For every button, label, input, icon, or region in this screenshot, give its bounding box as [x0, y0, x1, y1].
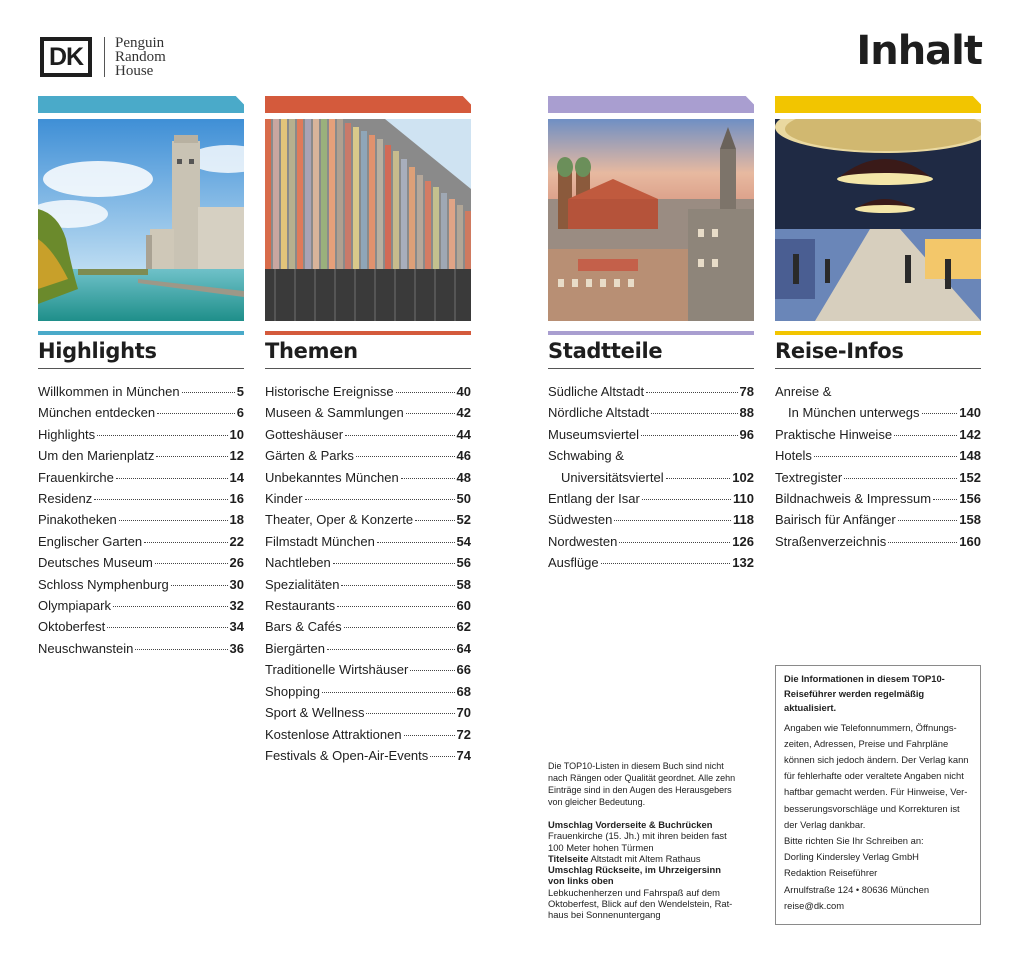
toc-entry[interactable]	[265, 467, 471, 488]
credit-label: Titelseite	[548, 852, 589, 864]
leader-dots	[619, 542, 730, 543]
toc-entry-title: Frauenkirche	[38, 469, 114, 485]
credit-label: von links oben	[548, 875, 614, 887]
toc-entry[interactable]	[38, 467, 244, 488]
leader-dots	[404, 735, 455, 736]
toc-entry-title-cont: In München unterwegs	[788, 405, 920, 421]
toc-entry-page: 78	[739, 384, 754, 399]
credit-text: Altstadt mit Altem Rathaus	[588, 852, 701, 864]
section-themen	[265, 96, 471, 766]
toc-entry[interactable]	[38, 552, 244, 573]
section-rule	[548, 331, 754, 335]
toc-entry[interactable]	[265, 445, 471, 466]
leader-dots	[341, 585, 454, 586]
toc-entry[interactable]	[265, 745, 471, 766]
section-rule	[265, 331, 471, 335]
leader-dots	[396, 392, 455, 393]
toc-entry-page: 156	[959, 491, 981, 507]
toc-entry-title: Oktoberfest	[38, 619, 106, 635]
toc-entry[interactable]	[38, 638, 244, 659]
toc-entry-title: Unbekanntes München	[265, 469, 399, 485]
section-title: Themen	[265, 339, 471, 369]
info-line: haftbar gemacht werden. Für Hinweise, Ver-	[784, 786, 968, 798]
note-line: von gleicher Bedeutung.	[548, 797, 646, 807]
toc-entry-title: Südwesten	[548, 512, 613, 528]
leader-dots	[642, 499, 731, 500]
toc-entry[interactable]	[775, 509, 981, 530]
toc-entry-title: Schloss Nymphenburg	[38, 576, 169, 592]
toc-entry[interactable]	[38, 574, 244, 595]
toc-entry-title: Museumsviertel	[548, 426, 640, 442]
section-stadtteile	[548, 96, 754, 574]
publisher-line-1: Penguin	[115, 35, 165, 51]
toc-entry-page: 42	[456, 405, 471, 421]
toc-entry[interactable]	[265, 616, 471, 637]
top10-note-text	[548, 760, 748, 808]
leader-dots	[156, 456, 227, 457]
publisher-line-3: House	[115, 63, 154, 79]
toc-list	[775, 381, 981, 552]
toc-entry-page: 66	[456, 662, 471, 678]
info-line: Redaktion Reiseführer	[784, 867, 878, 879]
toc-entry[interactable]	[265, 681, 471, 702]
update-info-box	[775, 665, 981, 925]
toc-entry[interactable]	[548, 424, 754, 445]
toc-list	[265, 381, 471, 766]
photo-museum-brandhorst	[265, 119, 471, 321]
toc-entry-page: 126	[732, 533, 754, 549]
toc-entry-page: 18	[229, 512, 244, 528]
publisher-name	[115, 36, 166, 78]
toc-entry[interactable]	[775, 381, 981, 424]
toc-entry-title: Bars & Cafés	[265, 619, 342, 635]
toc-entry-page: 72	[456, 726, 471, 742]
toc-entry[interactable]	[38, 509, 244, 530]
toc-entry-title: Historische Ereignisse	[265, 384, 394, 399]
toc-entry-page: 56	[456, 555, 471, 571]
leader-dots	[814, 456, 957, 457]
toc-entry-page: 152	[959, 469, 981, 485]
toc-entry-page: 5	[236, 384, 244, 399]
leader-dots	[337, 606, 454, 607]
leader-dots	[844, 478, 957, 479]
toc-entry-page: 40	[456, 384, 471, 399]
credit-text: Oktoberfest, Blick auf den Wendelstein, Rat-	[548, 898, 733, 910]
toc-entry-title: Restaurants	[265, 598, 336, 614]
toc-entry-title: Anreise &	[775, 384, 832, 399]
toc-entry-page: 118	[733, 512, 754, 528]
credit-text: 100 Meter hohen Türmen	[548, 841, 654, 853]
info-lead-line: Reiseführer werden regelmäßig	[784, 687, 925, 699]
toc-entry[interactable]	[265, 509, 471, 530]
toc-entry-title: München entdecken	[38, 405, 156, 421]
section-title: Highlights	[38, 339, 244, 369]
leader-dots	[898, 520, 958, 521]
info-line: Angaben wie Telefonnummern, Öffnungs-	[784, 721, 957, 733]
info-line: der Verlag dankbar.	[784, 818, 866, 830]
toc-entry[interactable]	[548, 488, 754, 509]
toc-entry[interactable]	[265, 702, 471, 723]
info-line: Bitte richten Sie Ihr Schreiben an:	[784, 834, 924, 846]
section-tab	[548, 96, 754, 113]
toc-entry[interactable]	[775, 488, 981, 509]
leader-dots	[182, 392, 235, 393]
toc-entry[interactable]	[548, 509, 754, 530]
info-lead-line: aktualisiert.	[784, 702, 837, 713]
photo-illustration	[775, 119, 981, 321]
toc-entry-title: Gärten & Parks	[265, 448, 354, 464]
toc-entry-title: Museen & Sammlungen	[265, 405, 404, 421]
leader-dots	[333, 563, 455, 564]
page-title: Inhalt	[856, 28, 982, 74]
photo-illustration	[38, 119, 244, 321]
photo-illustration	[265, 119, 471, 321]
toc-entry[interactable]	[548, 402, 754, 423]
toc-entry-title: Willkommen in München	[38, 384, 180, 399]
toc-entry-title: Deutsches Museum	[38, 555, 153, 571]
toc-entry-page: 48	[456, 469, 471, 485]
credit-text: haus bei Sonnenuntergang	[548, 909, 661, 921]
toc-entry-page: 142	[959, 426, 981, 442]
toc-entry[interactable]	[265, 381, 471, 402]
toc-entry-title: Nordwesten	[548, 533, 618, 549]
leader-dots	[345, 435, 454, 436]
info-line: Arnulfstraße 124 • 80636 München	[784, 883, 930, 895]
info-line: zeiten, Adressen, Preise und Fahrpläne	[784, 737, 949, 749]
info-line: können sich jedoch ändern. Der Verlag kann	[784, 753, 969, 765]
leader-dots	[94, 499, 227, 500]
toc-entry-page: 58	[456, 576, 471, 592]
note-line: Einträge sind in den Augen des Herausgebers	[548, 785, 732, 795]
toc-entry-page: 54	[456, 533, 471, 549]
section-tab	[775, 96, 981, 113]
toc-entry-title: Theater, Oper & Konzerte	[265, 512, 414, 528]
leader-dots	[155, 563, 228, 564]
toc-entry-page: 140	[959, 405, 981, 421]
toc-entry-page: 60	[456, 598, 471, 614]
toc-entry-title: Südliche Altstadt	[548, 384, 645, 399]
toc-entry[interactable]	[775, 531, 981, 552]
publisher-logo	[40, 36, 166, 78]
section-tab	[265, 96, 471, 113]
toc-entry-page: 96	[739, 426, 754, 442]
leader-dots	[377, 542, 455, 543]
info-line: für fehlerhafte oder veraltete Angaben nicht	[784, 770, 964, 782]
toc-entry-title: Sport & Wellness	[265, 705, 365, 721]
leader-dots	[107, 627, 227, 628]
toc-entry[interactable]	[265, 574, 471, 595]
toc-entry-title: Textregister	[775, 469, 843, 485]
toc-entry[interactable]	[265, 552, 471, 573]
toc-entry-page: 10	[229, 426, 244, 442]
leader-dots	[894, 435, 957, 436]
toc-entry-page: 62	[456, 619, 471, 635]
leader-dots	[97, 435, 227, 436]
photo-deutsches-museum	[38, 119, 244, 321]
leader-dots	[614, 520, 731, 521]
top10-note	[548, 760, 748, 921]
toc-entry-page: 30	[229, 576, 244, 592]
toc-entry[interactable]	[548, 381, 754, 402]
section-tab	[38, 96, 244, 113]
leader-dots	[356, 456, 455, 457]
toc-entry-page: 160	[959, 533, 981, 549]
toc-entry-title: Bairisch für Anfänger	[775, 512, 896, 528]
toc-entry[interactable]	[265, 638, 471, 659]
section-title: Reise-Infos	[775, 339, 981, 369]
credit-label: Umschlag Vorderseite & Buchrücken	[548, 819, 713, 830]
toc-entry-page: 12	[229, 448, 244, 464]
toc-entry-page: 32	[229, 598, 244, 614]
photo-ubahn-station	[775, 119, 981, 321]
info-lead-line: Die Informationen in diesem TOP10-	[784, 673, 945, 684]
toc-entry-page: 26	[229, 555, 244, 571]
toc-entry-page: 102	[732, 469, 754, 485]
credit-text: Frauenkirche (15. Jh.) mit ihren beiden fast	[548, 830, 727, 842]
leader-dots	[144, 542, 227, 543]
toc-entry[interactable]	[548, 531, 754, 552]
toc-entry-page: 16	[229, 491, 244, 507]
section-reise-infos	[775, 96, 981, 552]
leader-dots	[666, 478, 731, 479]
toc-entry-page: 88	[739, 405, 754, 421]
toc-entry[interactable]	[38, 488, 244, 509]
leader-dots	[366, 713, 454, 714]
toc-entry-title: Ausflüge	[548, 555, 599, 571]
photo-munich-skyline	[548, 119, 754, 321]
toc-entry-page: 52	[456, 512, 471, 528]
leader-dots	[430, 756, 454, 757]
toc-entry-page: 70	[456, 705, 471, 721]
leader-dots	[651, 413, 737, 414]
toc-entry-page: 50	[456, 491, 471, 507]
toc-entry-page: 68	[456, 683, 471, 699]
toc-entry-title: Festivals & Open-Air-Events	[265, 747, 429, 763]
leader-dots	[641, 435, 738, 436]
toc-entry[interactable]	[265, 402, 471, 423]
note-line: Die TOP10-Listen in diesem Buch sind nicht	[548, 761, 724, 771]
toc-entry-title: Bildnachweis & Impressum	[775, 491, 932, 507]
toc-entry-page: 22	[229, 533, 244, 549]
section-title: Stadtteile	[548, 339, 754, 369]
leader-dots	[305, 499, 455, 500]
leader-dots	[157, 413, 235, 414]
toc-entry[interactable]	[38, 616, 244, 637]
leader-dots	[116, 478, 228, 479]
toc-entry-title: Residenz	[38, 491, 93, 507]
leader-dots	[113, 606, 228, 607]
toc-list	[548, 381, 754, 574]
toc-entry-page: 36	[229, 640, 244, 656]
toc-entry[interactable]	[265, 595, 471, 616]
toc-entry-page: 14	[229, 469, 244, 485]
credit-label: Umschlag Rückseite, im Uhrzeigersinn	[548, 864, 721, 876]
toc-entry[interactable]	[775, 445, 981, 466]
toc-entry-page: 64	[456, 640, 471, 656]
info-email[interactable]: reise@dk.com	[784, 899, 845, 911]
toc-entry[interactable]	[38, 595, 244, 616]
leader-dots	[322, 692, 455, 693]
leader-dots	[933, 499, 957, 500]
toc-entry-page: 34	[229, 619, 244, 635]
leader-dots	[601, 563, 731, 564]
toc-entry-title: Englischer Garten	[38, 533, 143, 549]
section-highlights	[38, 96, 244, 659]
toc-entry-title: Entlang der Isar	[548, 491, 640, 507]
toc-entry-page: 110	[733, 491, 754, 507]
toc-entry[interactable]	[265, 488, 471, 509]
leader-dots	[327, 649, 455, 650]
note-line: nach Rängen oder Qualität geordnet. Alle zehn	[548, 773, 736, 783]
leader-dots	[646, 392, 737, 393]
toc-entry-title: Straßenverzeichnis	[775, 533, 887, 549]
section-rule	[775, 331, 981, 335]
leader-dots	[344, 627, 455, 628]
info-line: Dorling Kindersley Verlag GmbH	[784, 851, 919, 863]
toc-entry-title: Neuschwanstein	[38, 640, 134, 656]
toc-entry[interactable]	[265, 424, 471, 445]
toc-entry-title: Shopping	[265, 683, 320, 699]
toc-list	[38, 381, 244, 659]
leader-dots	[135, 649, 227, 650]
toc-entry-title: Praktische Hinweise	[775, 426, 893, 442]
toc-entry-title: Schwabing &	[548, 448, 624, 464]
credit-text: Lebkuchenherzen und Fahrspaß auf dem	[548, 886, 720, 898]
toc-entry-title: Highlights	[38, 426, 96, 442]
toc-entry-title: Olympiapark	[38, 598, 111, 614]
logo-divider	[104, 37, 105, 77]
toc-entry-title: Biergärten	[265, 640, 325, 656]
cover-credits	[548, 819, 748, 921]
toc-entry-title: Pinakotheken	[38, 512, 117, 528]
toc-entry-page: 74	[456, 747, 471, 763]
toc-entry-page: 148	[959, 448, 981, 464]
toc-entry-page: 44	[456, 426, 471, 442]
publisher-line-2: Random	[115, 49, 166, 65]
toc-entry-page: 132	[732, 555, 754, 571]
toc-entry[interactable]	[38, 445, 244, 466]
toc-entry[interactable]	[775, 424, 981, 445]
toc-entry[interactable]	[38, 531, 244, 552]
leader-dots	[415, 520, 454, 521]
toc-entry[interactable]	[548, 552, 754, 573]
leader-dots	[406, 413, 455, 414]
leader-dots	[410, 670, 454, 671]
dk-logo: DK	[40, 37, 92, 77]
photo-illustration	[548, 119, 754, 321]
toc-entry-page: 158	[959, 512, 981, 528]
toc-entry-title: Gotteshäuser	[265, 426, 344, 442]
toc-entry[interactable]	[548, 445, 754, 488]
toc-entry-title-cont: Universitätsviertel	[561, 469, 664, 485]
leader-dots	[922, 413, 958, 414]
leader-dots	[171, 585, 228, 586]
toc-entry-title: Um den Marienplatz	[38, 448, 155, 464]
leader-dots	[401, 478, 455, 479]
leader-dots	[888, 542, 957, 543]
toc-entry[interactable]	[775, 467, 981, 488]
toc-entry-title: Kostenlose Attraktionen	[265, 726, 402, 742]
toc-entry-title: Kinder	[265, 491, 303, 507]
toc-entry-title: Filmstadt München	[265, 533, 375, 549]
toc-entry[interactable]	[38, 381, 244, 402]
toc-entry-title: Spezialitäten	[265, 576, 340, 592]
toc-entry[interactable]	[265, 531, 471, 552]
toc-entry-title: Nördliche Altstadt	[548, 405, 650, 421]
leader-dots	[119, 520, 228, 521]
toc-entry-title: Hotels	[775, 448, 812, 464]
info-line: besserungsvorschläge und Korrekturen ist	[784, 802, 960, 814]
toc-entry[interactable]	[265, 724, 471, 745]
toc-entry-page: 46	[456, 448, 471, 464]
toc-entry-title: Traditionelle Wirtshäuser	[265, 662, 409, 678]
info-lead	[784, 672, 972, 716]
toc-entry[interactable]	[265, 659, 471, 680]
section-rule	[38, 331, 244, 335]
toc-entry-page: 6	[236, 405, 244, 421]
toc-entry[interactable]	[38, 402, 244, 423]
toc-entry[interactable]	[38, 424, 244, 445]
toc-entry-title: Nachtleben	[265, 555, 331, 571]
